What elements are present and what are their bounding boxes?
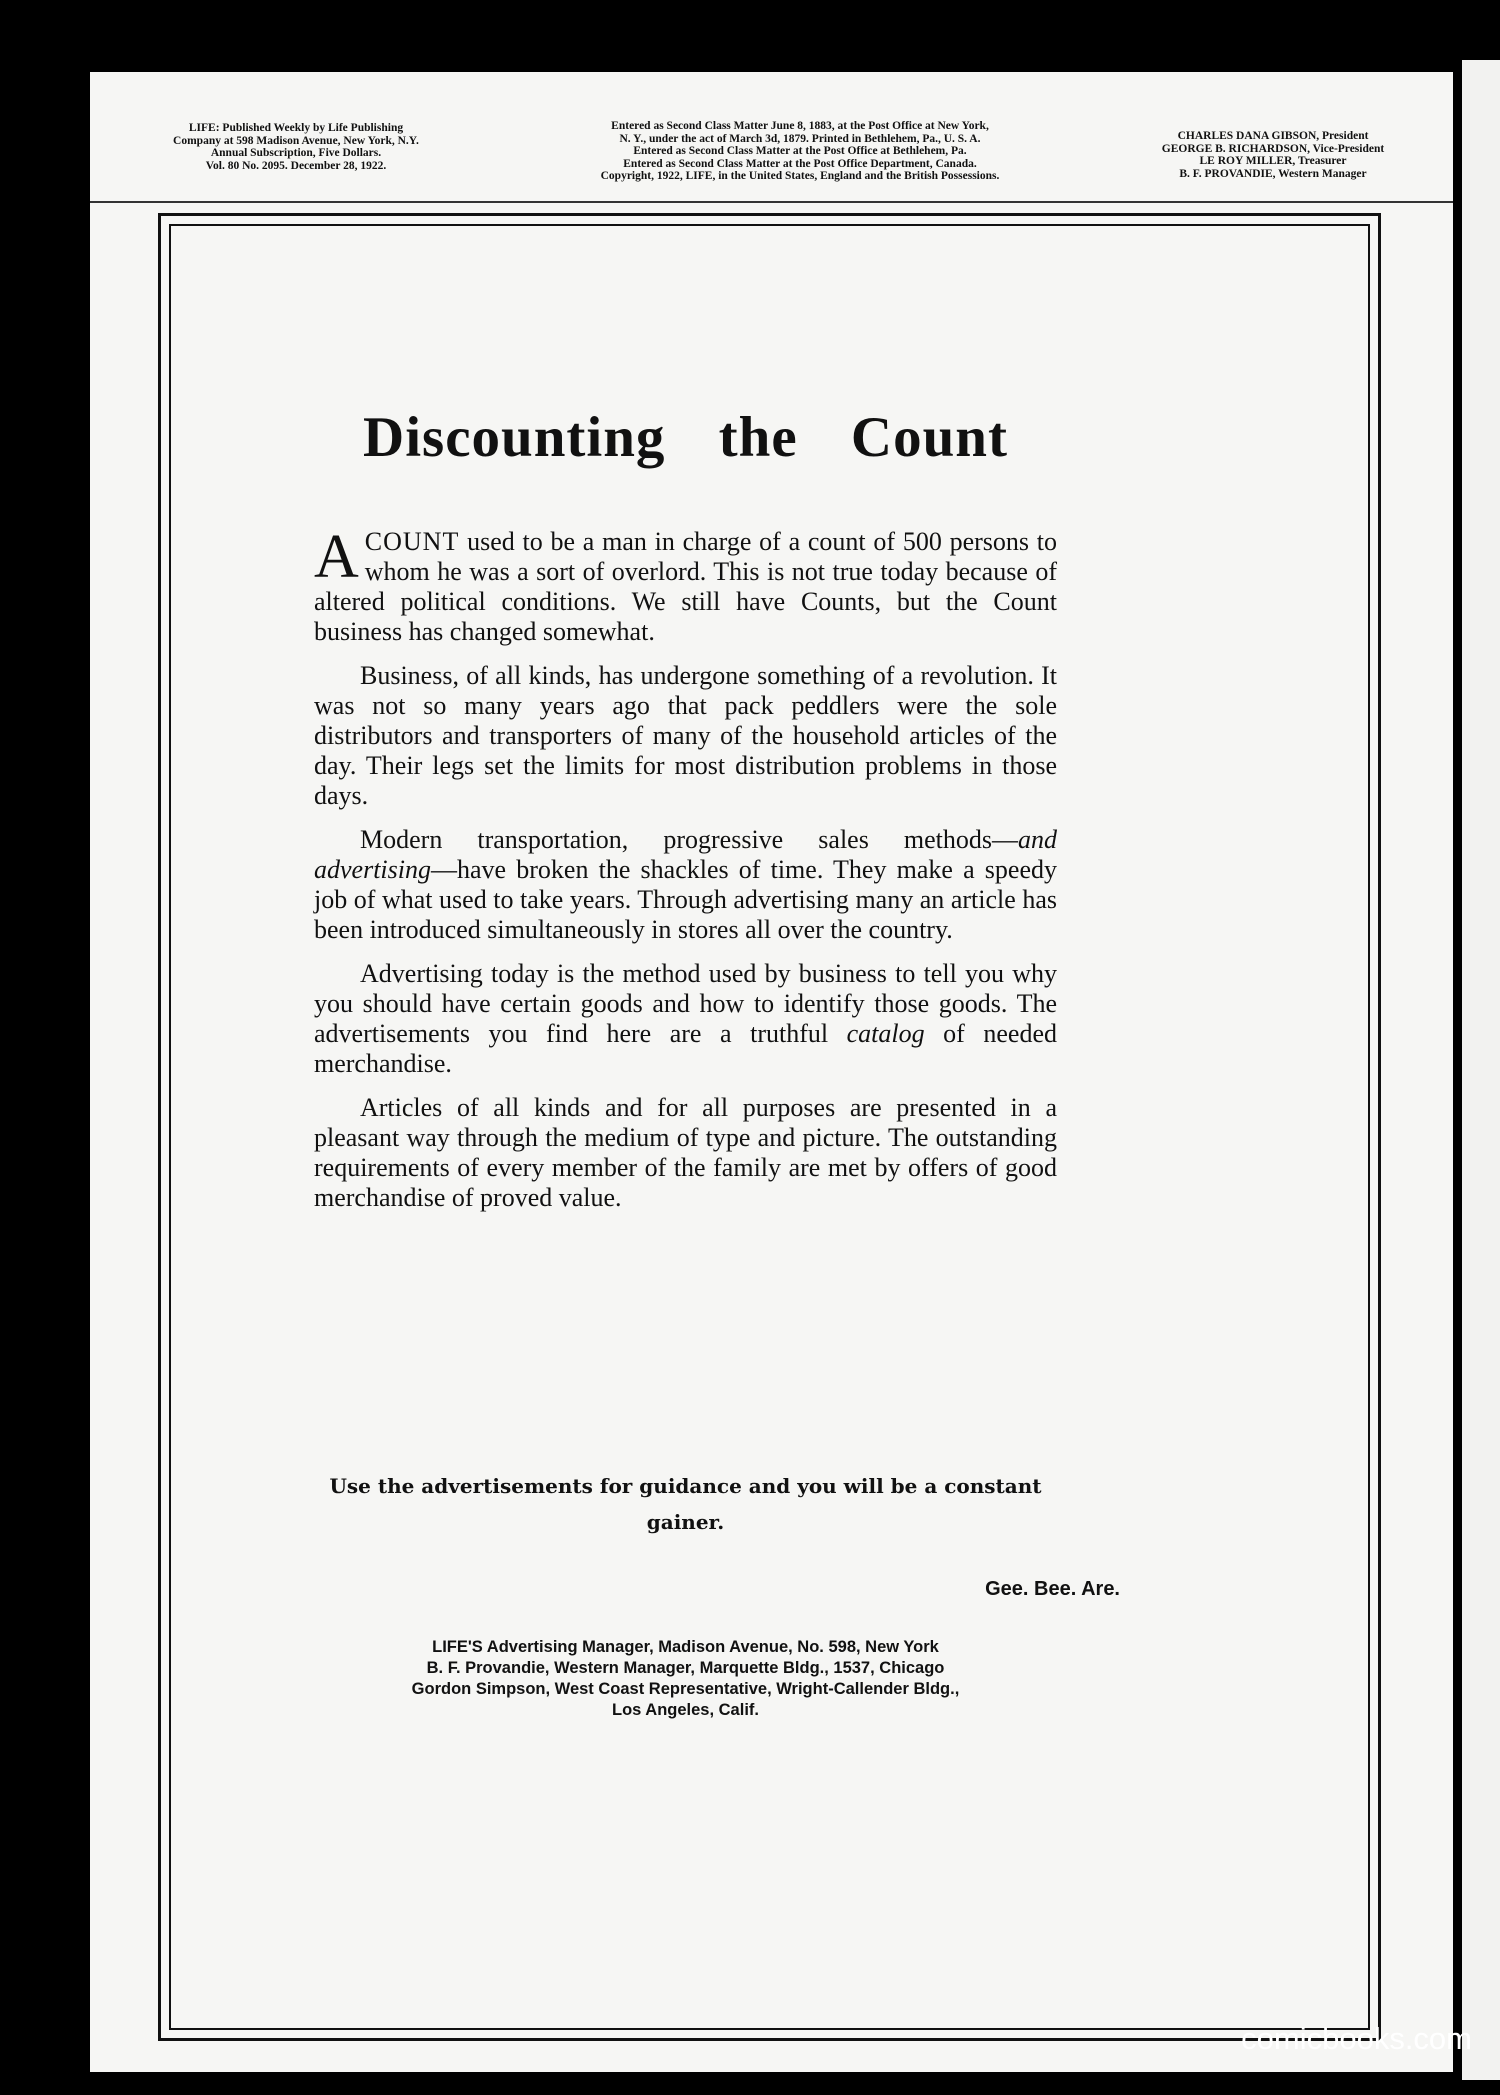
masthead-line: Company at 598 Madison Avenue, New York, N.Y. (173, 134, 419, 147)
contact-line: Los Angeles, Calif. (611, 1701, 759, 1719)
drop-cap: A (314, 523, 359, 591)
paragraph: Articles of all kinds and for all purposes are presented in a pleasant way through the medium of type and picture. The outstanding requirements of every member of the family are met by offers of good merchandise of proved value. (314, 1093, 1057, 1212)
masthead-line: N. Y., under the act of March 3d, 1879. Printed in Bethlehem, Pa., U. S. A. (619, 132, 981, 145)
paragraph-text: —have broken the shackles of time. They make a speedy job of what used to take years. Through advertising many an article has been introduced simultaneously in stores all over the country. (314, 855, 1057, 944)
watermark: comicbooks.com (1241, 2021, 1472, 2056)
masthead-divider (90, 201, 1453, 203)
masthead-line: Copyright, 1922, LIFE, in the United States, England and the British Possessions. (600, 170, 1000, 182)
masthead-line: GEORGE B. RICHARDSON, Vice-President (1161, 142, 1385, 155)
contact-line: Gordon Simpson, West Coast Representative, Wright-Callender Bldg., (411, 1680, 960, 1698)
masthead-line: Entered as Second Class Matter at the Post Office at Bethlehem, Pa. (633, 145, 967, 157)
paragraph: Business, of all kinds, has undergone something of a revolution. It was not so many years ago that pack peddlers were the sole distributors and transporters of many of the household articles of the day. Their legs set the limits for most distribution problems in those days. (314, 661, 1057, 810)
masthead-officers (1110, 130, 1436, 180)
masthead-postal-notice (490, 120, 1110, 183)
masthead-publication-info (126, 122, 466, 172)
emphasis-text: catalog (846, 1019, 925, 1048)
paragraph-text: Advertising today is the method used by business to tell you why you should have certain goods and how to identify those goods. The advertisements you find here are a truthful (314, 959, 1057, 1048)
paragraph-text: of needed merchandise. (314, 1019, 1058, 1078)
contact-line: B. F. Provandie, Western Manager, Marquette Bldg., 1537, Chicago (426, 1659, 945, 1677)
masthead-line: LE ROY MILLER, Treasurer (1199, 155, 1347, 167)
adjacent-page-edge (1462, 60, 1500, 2080)
paragraph (314, 523, 1057, 647)
article-title: Discounting the Count (363, 406, 1008, 469)
masthead-line: Vol. 80 No. 2095. December 28, 1922. (205, 159, 387, 172)
contact-list (314, 1637, 1057, 1721)
paragraph-text: Modern transportation, progressive sales methods— (360, 825, 1018, 854)
masthead-line: Annual Subscription, Five Dollars. (210, 147, 382, 159)
masthead-line: B. F. PROVANDIE, Western Manager (1179, 167, 1367, 180)
paragraph (314, 959, 1057, 1079)
paragraph-text: used to be a man in charge of a count of 500 persons to whom he was a sort of overlord. This is not true today because of altered political conditions. We still have Counts, but the Count business has changed somewhat. (314, 527, 1057, 646)
signature: Gee. Bee. Are. (985, 1578, 1120, 1600)
article-body (314, 523, 1058, 1227)
closing-statement: Use the advertisements for guidance and you will be a constant gainer. (329, 1474, 1042, 1534)
masthead-line: Entered as Second Class Matter June 8, 1883, at the Post Office at New York, (611, 120, 989, 132)
masthead-line: LIFE: Published Weekly by Life Publishing (188, 122, 404, 134)
masthead-line: Entered as Second Class Matter at the Post Office Department, Canada. (623, 157, 977, 170)
lead-word: COUNT (364, 527, 460, 556)
masthead-line: CHARLES DANA GIBSON, President (1177, 130, 1369, 142)
contact-line: LIFE'S Advertising Manager, Madison Avenue, No. 598, New York (432, 1638, 939, 1656)
paragraph (314, 825, 1057, 945)
emphasis-text: and advertising (314, 825, 1057, 884)
